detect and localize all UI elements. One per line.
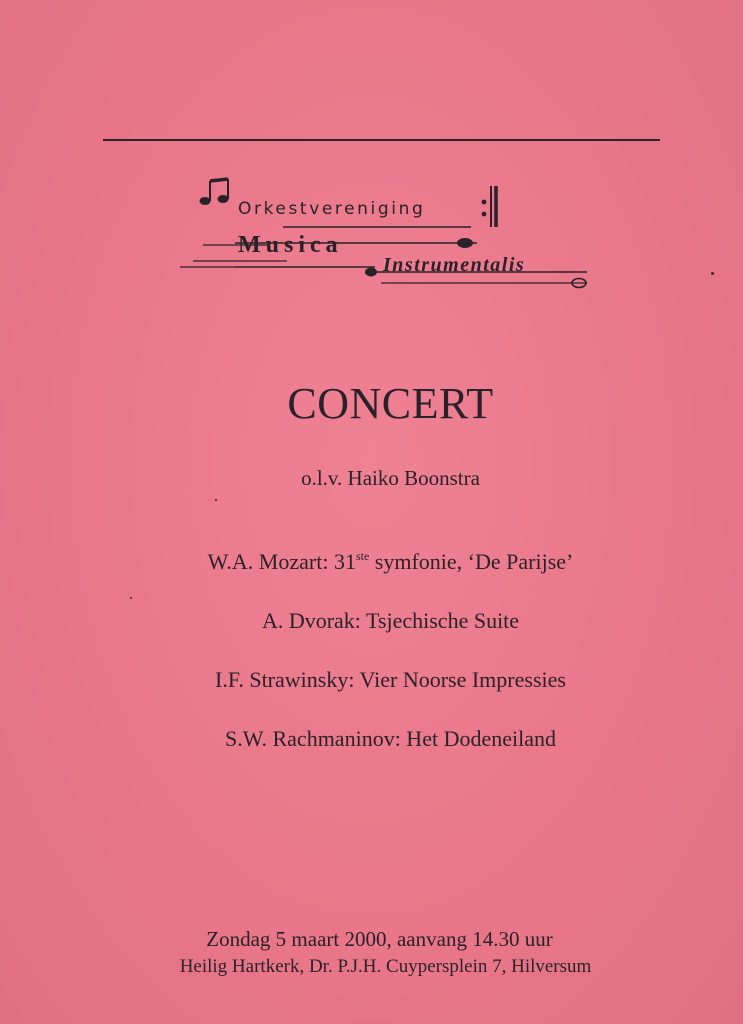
paper-speck xyxy=(215,499,217,501)
program-number: 31 xyxy=(333,549,356,574)
conductor-line: o.l.v. Haiko Boonstra xyxy=(301,466,480,490)
program-composer: W.A. Mozart: xyxy=(207,549,329,574)
program-item-dvorak: A. Dvorak: Tsjechische Suite xyxy=(261,608,520,633)
event-date-time: Zondag 5 maart 2000, aanvang 14.30 uur xyxy=(206,927,553,951)
logo-instrumentalis: Instrumentalis xyxy=(383,254,526,276)
program-item-mozart xyxy=(0,549,743,575)
program-ordinal-suffix: ste xyxy=(355,549,370,563)
orchestra-logo xyxy=(175,172,595,302)
paper-speck xyxy=(130,597,132,599)
program-work: symfonie, ‘De Parijse’ xyxy=(374,549,574,574)
logo-orkestvereniging: Orkestvereniging xyxy=(238,199,426,219)
logo-musica: Musica xyxy=(238,232,343,258)
concert-title: CONCERT xyxy=(287,379,494,428)
program-item-rachmaninov: S.W. Rachmaninov: Het Dodeneiland xyxy=(225,726,556,751)
paper-speck xyxy=(711,272,714,275)
top-divider xyxy=(103,139,660,141)
event-venue: Heilig Hartkerk, Dr. P.J.H. Cuypersplein 7, Hilversum xyxy=(179,956,592,977)
program-item-strawinsky: I.F. Strawinsky: Vier Noorse Impressies xyxy=(215,667,566,692)
